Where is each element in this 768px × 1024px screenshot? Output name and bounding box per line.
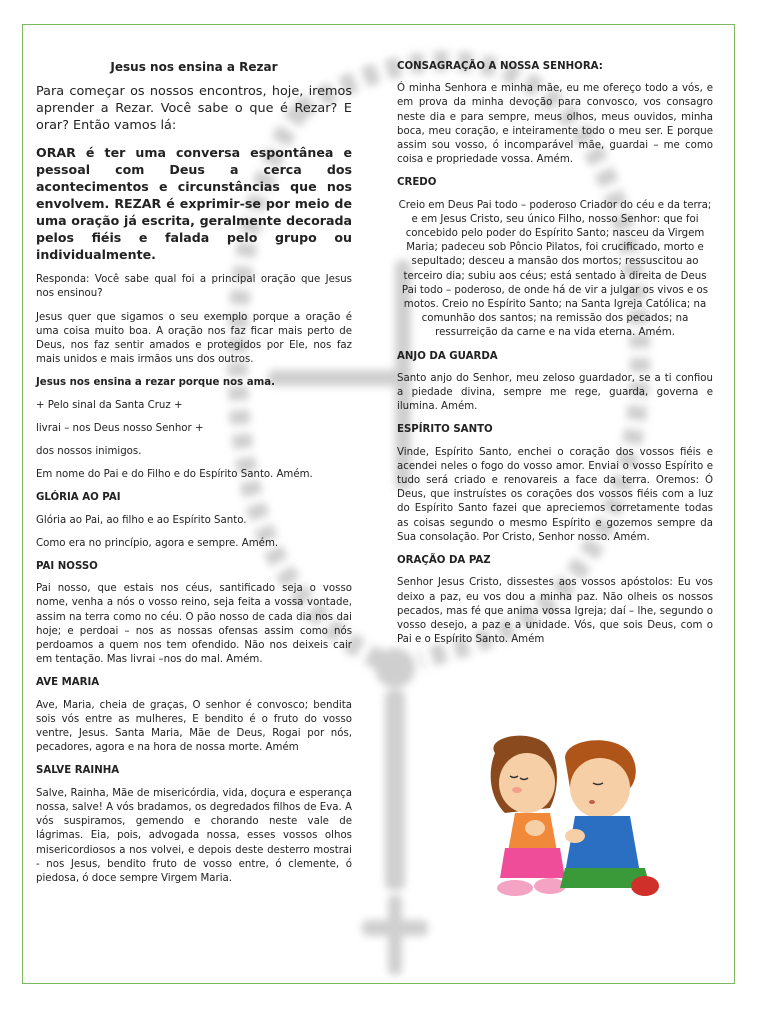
consagracao-heading: CONSAGRAÇÃO A NOSSA SENHORA: bbox=[397, 61, 603, 72]
ave-maria-heading: AVE MARIA bbox=[36, 677, 100, 689]
anjo-text: Santo anjo do Senhor, meu zeloso guardador, se a ti confiou a piedade divina, sempre me rege, guarda, governa e ilumina. Amém. bbox=[397, 372, 713, 413]
question-paragraph: Responda: Você sabe qual foi a principal oração que Jesus nos ensinou? bbox=[36, 274, 352, 300]
credo-text: Creio em Deus Pai todo – poderoso Criador do céu e da terra; e em Jesus Cristo, seu único Filho, nosso Senhor: que foi concebido pelo poder do Espírito Santo; nasceu da Virgem Maria; padeceu sob Pôncio Pilatos, foi crucificado, morto e sepultado; desceu a mansão dos mortos; ressuscitou ao terceiro dia; subiu aos céus; está sentado à direita de Deus Pai todo – poderoso, de onde há de vir a julgar os vivos e os motos. Creio no Espírito Santo; na Santa Igreja Católica; na comunhão dos santos; na remissão dos pecados; na ressurreição da carne e na vida eterna. Amém. bbox=[398, 199, 712, 339]
boy-figure bbox=[560, 740, 659, 896]
right-column bbox=[397, 60, 713, 656]
salve-rainha-text: Salve, Rainha, Mãe de misericórdia, vida, doçura e esperança nossa, salve! A vós bradamos, os degredados filhos de Eva. A vós suspiramos, gemendo e chorando neste vale de lágrimas. Eia, pois, advogada nossa, esses vossos olhos misericordiosos a nos volvei, e depois deste desterro mostrai - nos Jesus, bendito fruto de vosso entre, ó clemente, ó piedosa, ó doce sempre Virgem Maria. bbox=[36, 787, 352, 884]
salve-rainha-heading: SALVE RAINHA bbox=[36, 765, 120, 777]
intro-paragraph: Para começar os nossos encontros, hoje, iremos aprender a Rezar. Você sabe o que é Rezar? E orar? Então vamos lá: bbox=[36, 84, 352, 134]
sign-line-3: dos nossos inimigos. bbox=[36, 446, 142, 458]
gloria-line-1: Glória ao Pai, ao filho e ao Espírito Santo. bbox=[36, 514, 247, 526]
gloria-line-2: Como era no princípio, agora e sempre. Amém. bbox=[36, 537, 279, 549]
definition-paragraph: ORAR é ter uma conversa espontânea e pessoal com Deus a cerca dos acontecimentos e circunstâncias que nos envolvem. REZAR é exprimir-se por meio de uma oração já escrita, geralmente decorada pelos fiéis e falada pelo grupo ou individualmente. bbox=[36, 145, 352, 263]
sign-line-1: + Pelo sinal da Santa Cruz + bbox=[36, 399, 183, 411]
subtitle-heading: Jesus nos ensina a rezar porque nos ama. bbox=[36, 377, 276, 389]
espirito-santo-text: Vinde, Espírito Santo, enchei o coração dos vossos fiéis e acendei neles o fogo do vosso amor. Enviai o vosso Espírito e tudo será criado e renovareis a face da terra. Oremos: Ó Deus, que instruístes os corações dos vossos fiéis com a luz do Espírito Santo fazei que apreciemos corretamente todas as coisas segundo o mesmo Espírito e gozemos sempre da Sua consolação. Por Cristo, Senhor nosso. Amém. bbox=[397, 446, 713, 543]
pai-nosso-heading: PAI NOSSO bbox=[36, 561, 98, 573]
consagracao-text: Ó minha Senhora e minha mãe, eu me ofereço todo a vós, e em prova da minha devoção para convosco, vos consagro neste dia e para sempre, meus olhos, meus ouvidos, minha boca, meu coração, e inteiramente todo o meu ser. E porque assim sou vosso, ó incomparável mãe, guardai – me como coisa e propriedade vossa. Amém. bbox=[397, 83, 713, 166]
page-title: Jesus nos ensina a Rezar bbox=[110, 60, 278, 74]
espirito-santo-heading: ESPÍRITO SANTO bbox=[397, 424, 493, 436]
sign-line-4: Em nome do Pai e do Filho e do Espírito Santo. Amém. bbox=[36, 469, 313, 481]
gloria-heading: GLÓRIA AO PAI bbox=[36, 492, 121, 504]
oracao-paz-heading: ORAÇÃO DA PAZ bbox=[397, 555, 491, 567]
ave-maria-text: Ave, Maria, cheia de graças, O senhor é convosco; bendita sois vós entre as mulheres, E bendito é o fruto do vosso ventre, Jesus. Santa Maria, Mãe de Deus, Rogai por nós, pecadores, agora e na hora de nossa morte. Amém bbox=[36, 699, 352, 754]
explanation-paragraph: Jesus quer que sigamos o seu exemplo porque a oração é uma coisa muito boa. A oração nos faz ficar mais perto de Deus, nos faz sentir amados e protegidos por Ele, nos faz mais unidos e mais irmãos uns dos outros. bbox=[36, 311, 352, 366]
pai-nosso-text: Pai nosso, que estais nos céus, santificado seja o vosso nome, venha a nós o vosso reino, seja feita a vossa vontade, assim na terra como no céu. O pão nosso de cada dia nos dai hoje; e perdoai – nos as nossas ofensas assim como nós perdoamos a quem nos tem ofendido. Não nos deixeis cair em tentação. Mas livrai –nos do mal. Amém. bbox=[36, 583, 352, 666]
girl-figure bbox=[491, 736, 566, 896]
anjo-heading: ANJO DA GUARDA bbox=[397, 350, 498, 362]
left-column bbox=[36, 60, 352, 895]
oracao-paz-text: Senhor Jesus Cristo, dissestes aos vossos apóstolos: Eu vos deixo a paz, eu vos dou a minha paz. Não olheis os nossos pecados, mas fé que anima vossa Igreja; daí – lhe, segundo o vosso desejo, a paz e a unidade. Vós, que sois Deus, com o Pai e o Espírito Santo. Amém bbox=[397, 577, 713, 646]
credo-heading: CREDO bbox=[397, 177, 437, 189]
praying-children-illustration bbox=[465, 728, 675, 908]
sign-line-2: livrai – nos Deus nosso Senhor + bbox=[36, 422, 204, 434]
